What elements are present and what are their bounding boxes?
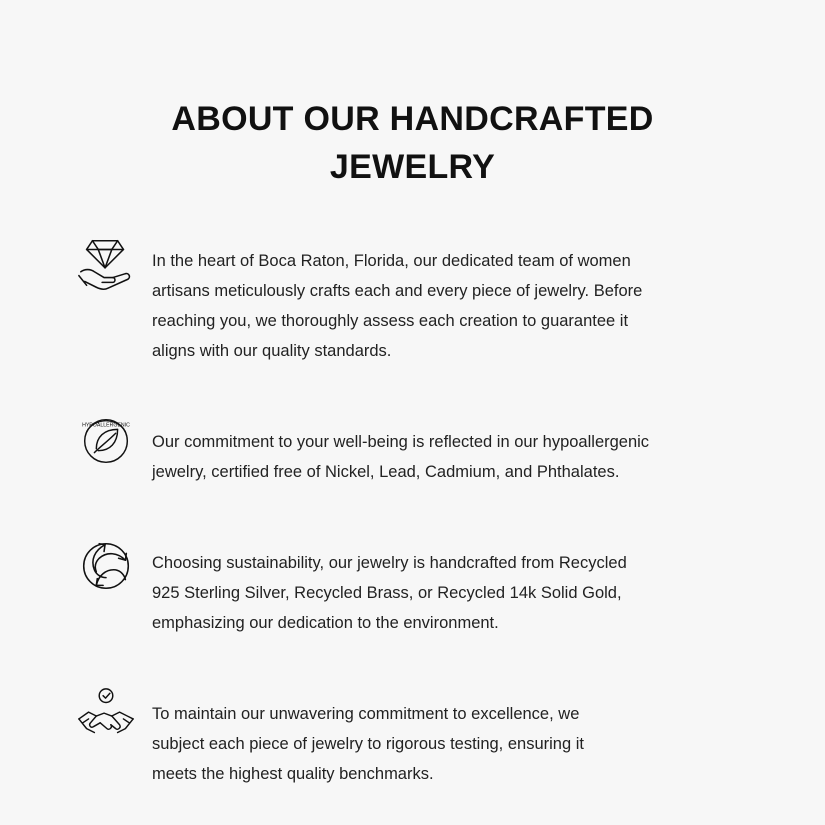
list-item [60,678,765,805]
list-item [60,527,765,654]
page-title: ABOUT OUR HANDCRAFTED JEWELRY [171,100,654,186]
list-item [60,225,765,382]
diamond-in-hand-icon [60,225,152,295]
recycled-leaves-icon [60,527,152,597]
svg-text:HYPOALLERGENIC: HYPOALLERGENIC [82,422,130,429]
feature-text: To maintain our unwavering commitment to excellence, we subject each piece of jewelry to rigorous testing, ensuring it meets the highest quality benchmarks. [152,704,584,783]
handshake-check-icon [60,678,152,748]
hypoallergenic-leaf-badge-icon [60,406,152,472]
list-item [60,406,765,503]
feature-list [60,225,765,805]
feature-text: Our commitment to your well-being is reflected in our hypoallergenic jewelry, certified free of Nickel, Lead, Cadmium, and Phthalates. [152,432,650,481]
feature-text: In the heart of Boca Raton, Florida, our dedicated team of women artisans meticulously crafts each and every piece of jewelry. Before reaching you, we thoroughly assess each creation to guarantee it aligns with our quality standards. [152,251,643,360]
feature-text: Choosing sustainability, our jewelry is handcrafted from Recycled 925 Sterling Silver, Recycled Brass, or Recycled 14k Solid Gold, emphasizing our dedication to the environment. [152,553,627,632]
